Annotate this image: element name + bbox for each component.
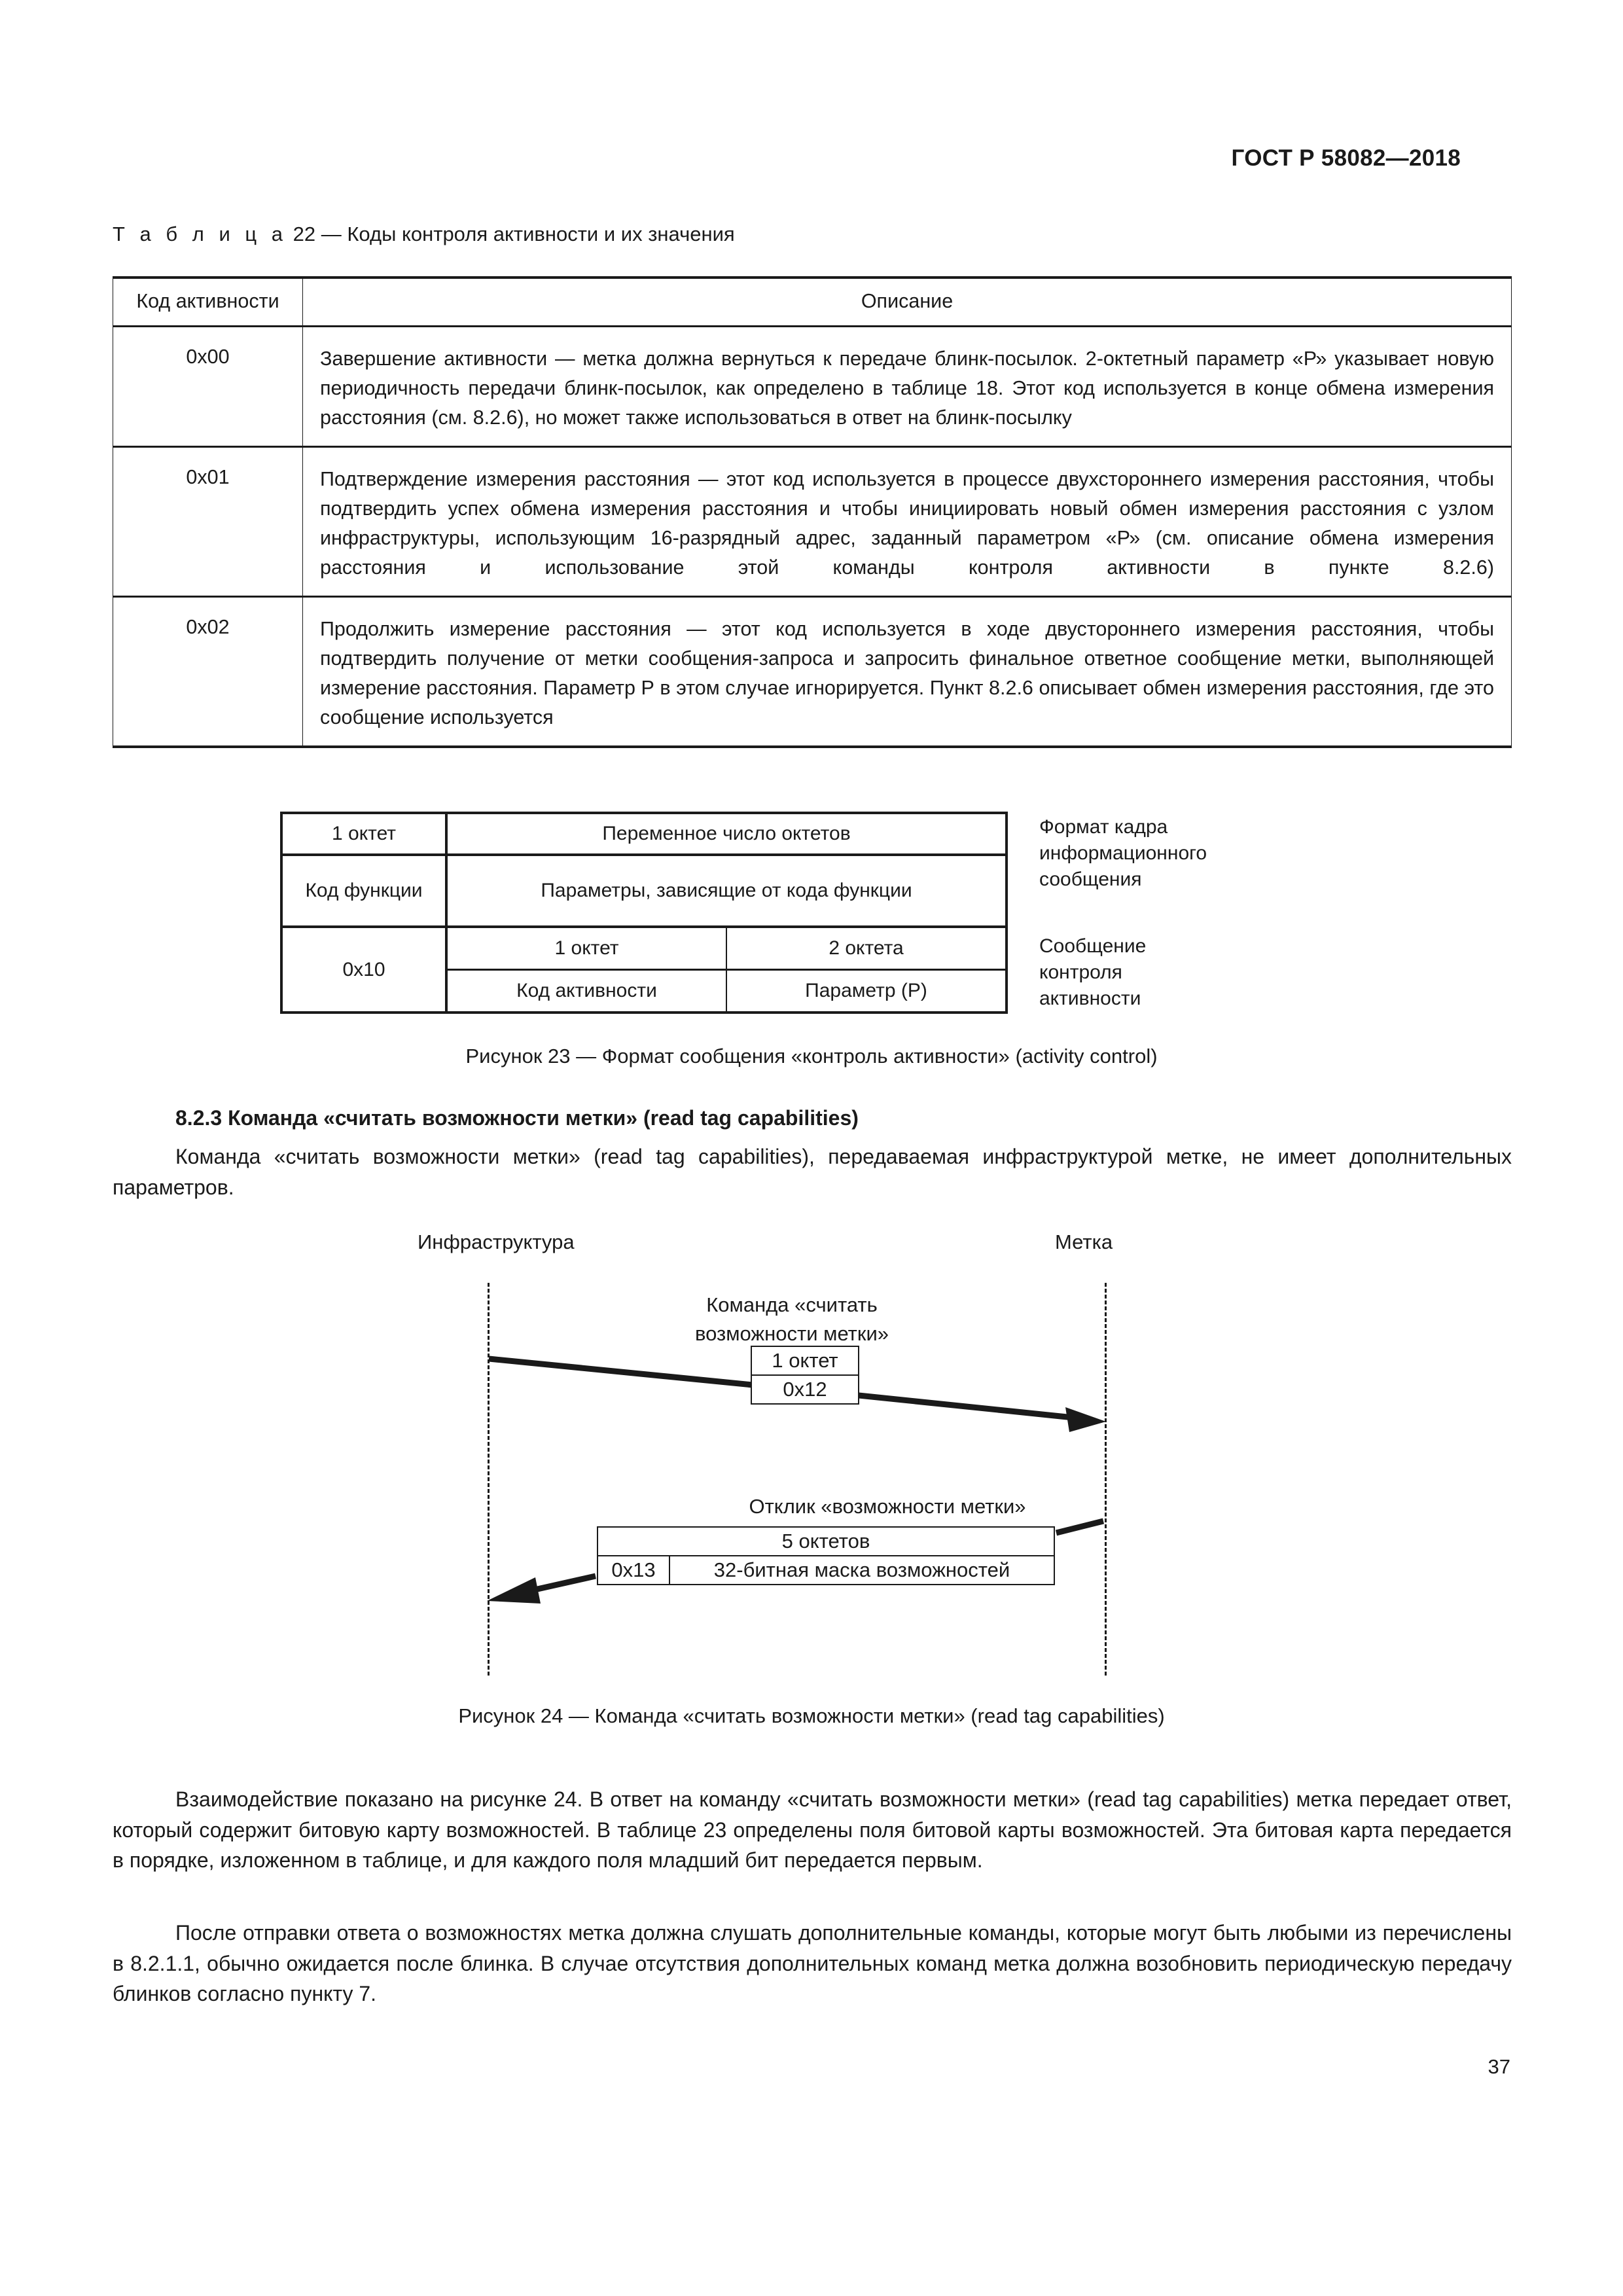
figure-24-actor-tag: Метка	[1055, 1230, 1113, 1253]
figure-23-side-label-line: сообщения	[1039, 868, 1142, 890]
table-cell-code: 0x01	[113, 446, 303, 596]
figure-24-command-box	[751, 1346, 859, 1405]
table-caption-title: Коды контроля активности и их значения	[347, 223, 735, 245]
figure-23-cell-sub-1-octet: 1 октет	[448, 928, 726, 970]
table-cell-description: Завершение активности — метка должна вернуться к передаче блинк-посылок. 2-октетный параметр «Р» указывает новую периодичность передачи блинк-посылок, как определено в таблице 18. Этот код используется в конце обмена измерения расстояния (см. 8.2.6), но может также использоваться в ответ на блинк-посылку	[303, 327, 1512, 447]
figure-24-command-box-header: 1 октет	[751, 1346, 859, 1375]
figure-23-cell-function-params: Параметры, зависящие от кода функции	[446, 855, 1007, 927]
figure-23-inner-row-sizes	[448, 928, 1005, 970]
figure-24-message-line: Команда «считать	[706, 1293, 878, 1316]
table-header-description: Описание	[303, 278, 1512, 327]
table-caption	[113, 223, 735, 246]
figure-23-cell-0x10: 0x10	[281, 927, 446, 1013]
figure-24-sequence-diagram	[0, 1230, 1623, 1676]
figure-23-side-label-line: информационного	[1039, 842, 1207, 864]
figure-24-arrow-layer	[0, 1230, 1623, 1676]
figure-23-cell-function-code: Код функции	[281, 855, 446, 927]
figure-23-cell-activity-code: Код активности	[448, 970, 726, 1012]
figure-24-response-box-code: 0x13	[597, 1556, 669, 1585]
figure-24-request-arrow-segment-right	[859, 1395, 1086, 1419]
figure-24-command-box-value: 0x12	[751, 1375, 859, 1404]
figure-23-row-sizes	[281, 813, 1007, 855]
activity-control-codes-table	[113, 276, 1512, 748]
figure-23-side-label-activity-msg	[1039, 933, 1146, 1012]
figure-23-inner-row-fields	[448, 970, 1005, 1012]
figure-24-response-box-value-row	[597, 1556, 1054, 1585]
figure-24-response-arrowhead	[487, 1577, 541, 1604]
figure-23-cell-variable-octets: Переменное число октетов	[446, 813, 1007, 855]
table-row	[113, 327, 1512, 447]
figure-23-table	[280, 812, 1008, 1014]
table-row	[113, 446, 1512, 596]
table-cell-code: 0x00	[113, 327, 303, 447]
table-cell-code: 0x02	[113, 596, 303, 746]
section-heading-8-2-3: 8.2.3 Команда «считать возможности метки» (read tag capabilities)	[175, 1106, 859, 1130]
table-cell-description: Продолжить измерение расстояния — этот код используется в ходе двустороннего измерения расстояния, чтобы подтвердить получение от метки сообщения-запроса и запросить финальное ответное сообщение метки, выполняющей измерение расстояния. Параметр Р в этом случае игнорируется. Пункт 8.2.6 описывает обмен измерения расстояния, где это сообщение используется	[303, 596, 1512, 746]
figure-24-request-arrow-segment-left	[489, 1359, 753, 1385]
figure-24-caption: Рисунок 24 — Команда «считать возможности метки» (read tag capabilities)	[458, 1704, 1165, 1727]
table-row	[113, 596, 1512, 746]
figure-24-message-line: возможности метки»	[695, 1322, 889, 1346]
figure-23-side-label-line: Сообщение контроля	[1039, 935, 1147, 983]
figure-23-row-activity	[281, 927, 1007, 1013]
figure-24-response-arrow-segment-right	[1056, 1521, 1103, 1533]
figure-23-side-label-info-frame	[1039, 814, 1207, 893]
figure-23-row-fields	[281, 855, 1007, 927]
table-header-row	[113, 278, 1512, 327]
paragraph-intro	[113, 1141, 1512, 1202]
document-standard-header: ГОСТ Р 58082—2018	[1231, 145, 1461, 171]
figure-24-response-arrow-segment-left	[531, 1576, 596, 1590]
figure-24-command-box-value-row	[751, 1375, 859, 1404]
page-number: 37	[1488, 2055, 1510, 2078]
figure-23-cell-parameter-p: Параметр (Р)	[726, 970, 1005, 1012]
figure-24-response-box	[597, 1526, 1055, 1585]
figure-23-cell-1-octet: 1 октет	[281, 813, 446, 855]
table-caption-dash: —	[321, 223, 342, 245]
figure-23-frame-format	[280, 812, 1207, 1014]
figure-24-actor-infrastructure: Инфраструктура	[418, 1230, 575, 1253]
paragraph-body-1	[113, 1784, 1512, 1876]
table-caption-label: Т а б л и ц а	[113, 223, 288, 245]
paragraph-body-2	[113, 1918, 1512, 2009]
figure-23-cell-sub-2-octets: 2 октета	[726, 928, 1005, 970]
table-cell-description: Подтверждение измерения расстояния — этот код используется в процессе двухстороннего измерения расстояния, чтобы подтвердить успех обмена измерения расстояния и чтобы инициировать новый обмен измерения расстояния с узлом инфраструктуры, использующим 16-разрядный адрес, заданный параметром «Р» (см. описание обмена измерения расстояния и использование этой команды контроля активности в пункте 8.2.6)	[303, 446, 1512, 596]
figure-23-side-label-line: Формат кадра	[1039, 816, 1168, 838]
figure-24-response-box-header-row	[597, 1527, 1054, 1556]
figure-24-response-box-field: 32-битная маска возможностей	[669, 1556, 1054, 1585]
paragraph-text: Взаимодействие показано на рисунке 24. В ответ на команду «считать возможности метки» (read tag capabilities) метка передает ответ, который содержит битовую карту возможностей. В таблице 23 определены поля битовой карты возможностей. Эта битовая карта передается в порядке, изложенном в таблице, и для каждого поля младший бит передается первым.	[113, 1787, 1512, 1873]
table-caption-number: 22	[293, 223, 316, 245]
paragraph-text: Команда «считать возможности метки» (read tag capabilities), передаваемая инфраструктурой метке, не имеет дополнительных параметров.	[113, 1145, 1512, 1199]
figure-23-inner-table	[448, 928, 1005, 1011]
figure-24-response-box-header: 5 октетов	[597, 1527, 1054, 1556]
figure-24-command-box-header-row	[751, 1346, 859, 1375]
figure-24-request-arrowhead	[1065, 1407, 1106, 1432]
paragraph-text: После отправки ответа о возможностях метка должна слушать дополнительные команды, которые могут быть любыми из перечислены в 8.2.1.1, обычно ожидается после блинка. В случае отсутствия дополнительных команд метка должна возобновить периодическую передачу блинков согласно пункту 7.	[113, 1921, 1512, 2006]
table-header-code: Код активности	[113, 278, 303, 327]
figure-23-caption: Рисунок 23 — Формат сообщения «контроль активности» (activity control)	[465, 1045, 1158, 1067]
figure-23-side-label-line: активности	[1039, 987, 1141, 1009]
figure-24-message-label-response: Отклик «возможности метки»	[749, 1495, 1026, 1518]
